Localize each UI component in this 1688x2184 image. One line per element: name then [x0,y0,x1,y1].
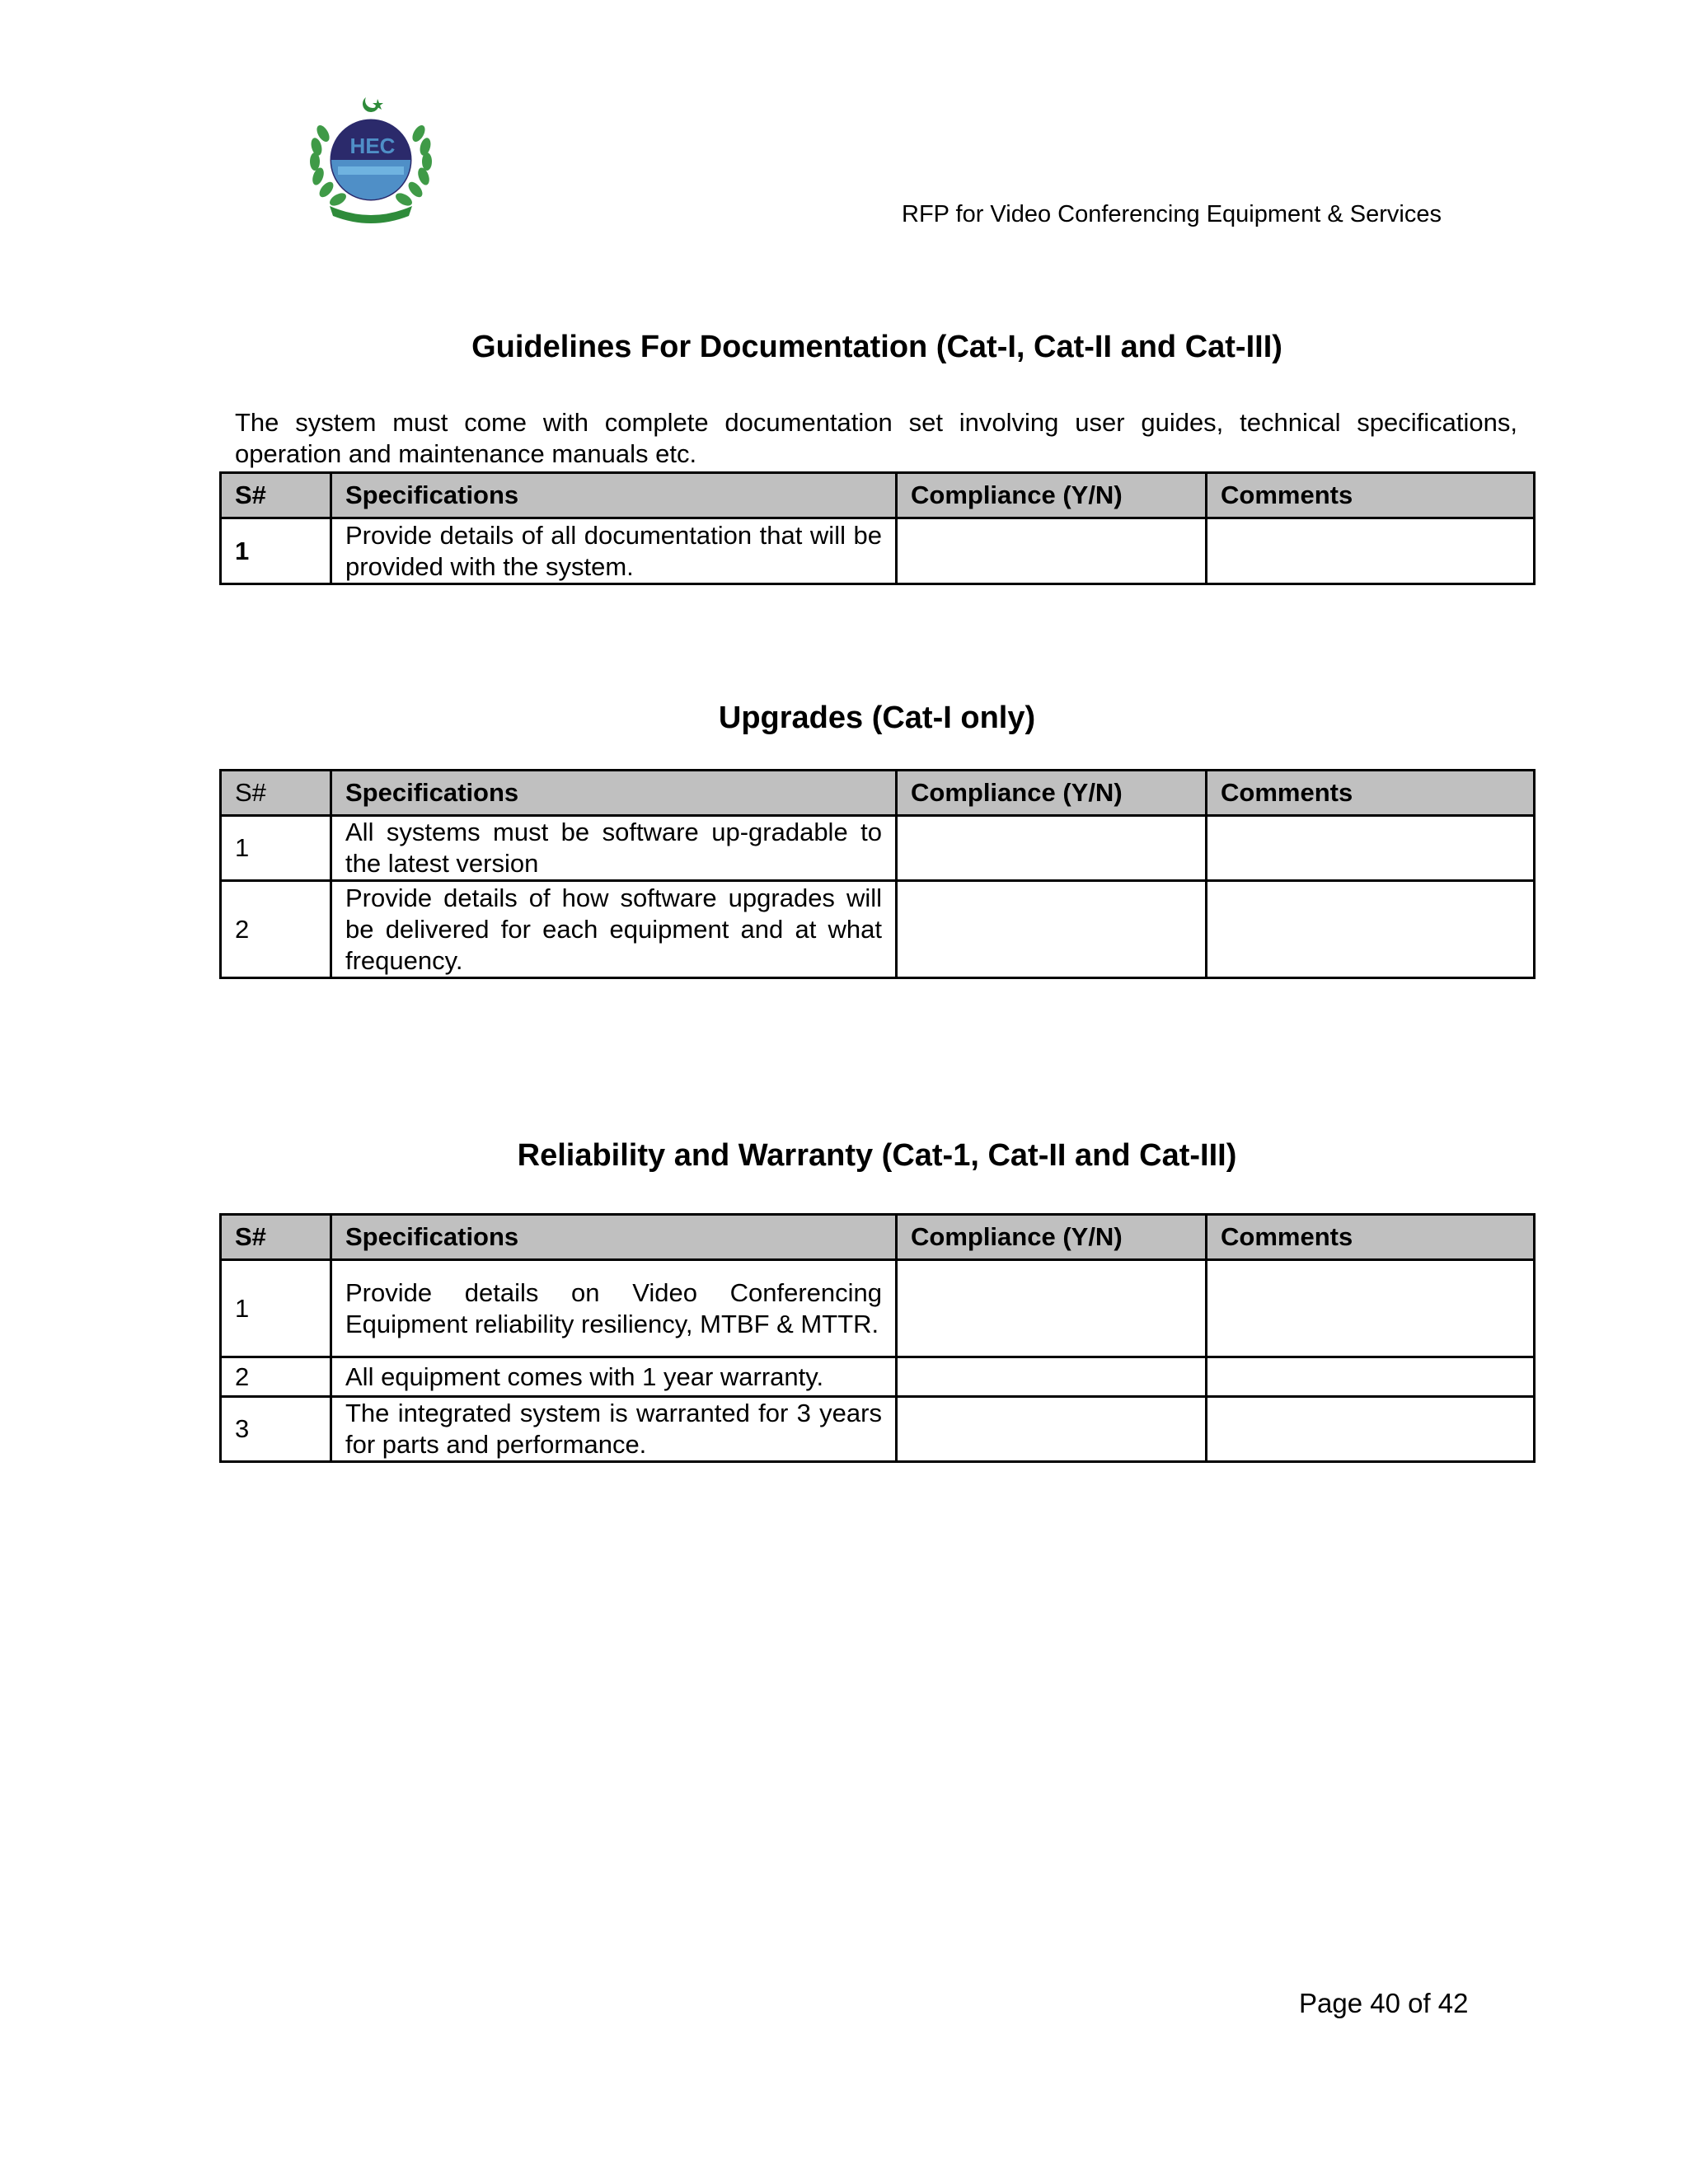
column-header-compliance: Compliance (Y/N) [897,473,1207,518]
table-row [221,1397,1535,1462]
svg-text:HEC: HEC [349,134,396,158]
row-number: 2 [221,881,331,978]
upgrades-table [219,769,1536,979]
section-intro-documentation: The system must come with complete documentation set involving user guides, technical specifications, operation and maintenance manuals etc. [235,408,1517,468]
column-header-comments: Comments [1207,473,1535,518]
table-row [221,1357,1535,1397]
column-header-sn: S# [221,1215,331,1260]
column-header-sn: S# [221,771,331,816]
row-comments-cell[interactable] [1207,816,1535,881]
section-title-reliability-warranty: Reliability and Warranty (Cat-1, Cat-II and Cat-III) [517,1138,1237,1173]
column-header-specifications: Specifications [331,473,897,518]
column-header-compliance: Compliance (Y/N) [897,771,1207,816]
row-specification: Provide details of all documentation that will be provided with the system. [331,518,897,584]
document-title: RFP for Video Conferencing Equipment & Services [902,201,1442,227]
row-specification: All equipment comes with 1 year warranty. [331,1357,897,1397]
row-comments-cell[interactable] [1207,1397,1535,1462]
row-number: 3 [221,1397,331,1462]
row-number: 1 [221,1260,331,1357]
row-specification: All systems must be software up-gradable to the latest version [331,816,897,881]
hec-logo [305,92,437,224]
column-header-comments: Comments [1207,1215,1535,1260]
table-header-row [221,473,1535,518]
row-number: 1 [221,816,331,881]
row-comments-cell[interactable] [1207,1260,1535,1357]
column-header-specifications: Specifications [331,1215,897,1260]
row-specification: The integrated system is warranted for 3 years for parts and performance. [331,1397,897,1462]
page-number: Page 40 of 42 [1299,1988,1469,2018]
row-comments-cell[interactable] [1207,881,1535,978]
column-header-comments: Comments [1207,771,1535,816]
table-header-row [221,771,1535,816]
table-header-row [221,1215,1535,1260]
row-compliance-cell[interactable] [897,816,1207,881]
reliability-warranty-table [219,1213,1536,1463]
table-row [221,1260,1535,1357]
row-number: 2 [221,1357,331,1397]
row-compliance-cell[interactable] [897,1260,1207,1357]
row-number: 1 [221,518,331,584]
table-row [221,881,1535,978]
row-compliance-cell[interactable] [897,1397,1207,1462]
table-row [221,816,1535,881]
row-comments-cell[interactable] [1207,518,1535,584]
section-title-documentation: Guidelines For Documentation (Cat-I, Cat-II and Cat-III) [471,330,1282,364]
row-specification: Provide details of how software upgrades will be delivered for each equipment and at what frequency. [331,881,897,978]
section-title-upgrades: Upgrades (Cat-I only) [718,701,1036,735]
table-row [221,518,1535,584]
row-compliance-cell[interactable] [897,1357,1207,1397]
column-header-sn: S# [221,473,331,518]
row-specification: Provide details on Video Conferencing Equipment reliability resiliency, MTBF & MTTR. [331,1260,897,1357]
column-header-compliance: Compliance (Y/N) [897,1215,1207,1260]
row-compliance-cell[interactable] [897,881,1207,978]
row-compliance-cell[interactable] [897,518,1207,584]
column-header-specifications: Specifications [331,771,897,816]
row-comments-cell[interactable] [1207,1357,1535,1397]
documentation-table [219,471,1536,585]
